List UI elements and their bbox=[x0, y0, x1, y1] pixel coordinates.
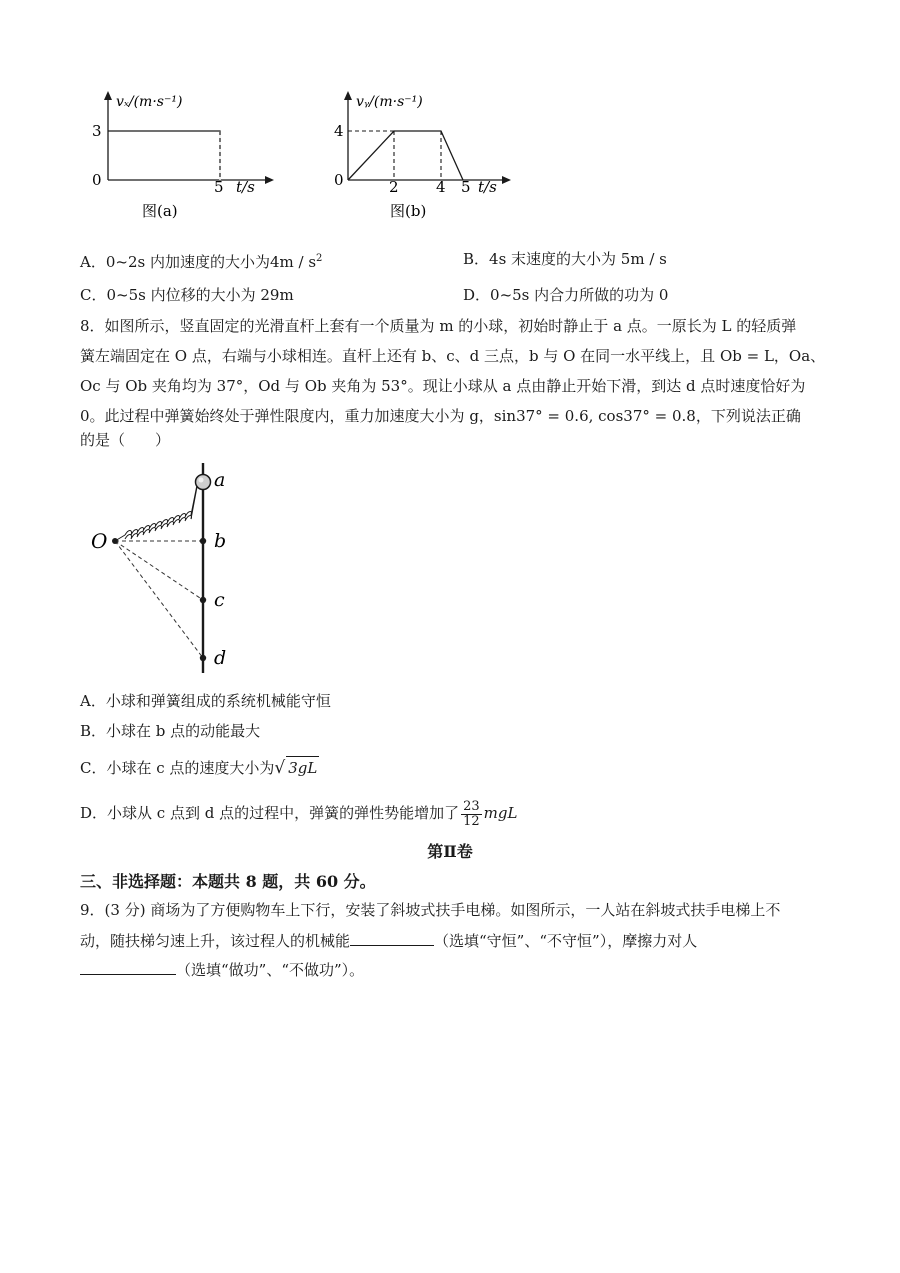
graph-b-x-tick-5: 5 bbox=[461, 178, 471, 196]
q9-line-3: （选填“做功”、“不做功”）。 bbox=[80, 958, 364, 980]
q8-line-1: 8．如图所示，竖直固定的光滑直杆上套有一个质量为 m 的小球，初始时静止于 a 点。一原长为 L 的轻质弹 bbox=[80, 317, 797, 335]
q8-line-4: 0。此过程中弹簧始终处于弹性限度内，重力加速度大小为 g，sin37° = 0.6, cos37° = 0.8，下列说法正确 bbox=[80, 407, 801, 425]
graph-a bbox=[90, 88, 280, 228]
graph-b-caption: 图(b) bbox=[390, 202, 427, 220]
fig8-spring-diagram bbox=[85, 455, 255, 680]
section-heading: 三、非选择题：本题共 8 题，共 60 分。 bbox=[80, 872, 376, 891]
q8-option-c[interactable]: C．小球在 c 点的速度大小为√ 3gL bbox=[80, 758, 318, 778]
graph-b-x-tick-4: 4 bbox=[436, 178, 446, 196]
fig8-label-c: c bbox=[214, 589, 225, 611]
q8-line-3: Oc 与 Ob 夹角均为 37°，Od 与 Ob 夹角为 53°。现让小球从 a 点由静止开始下滑，到达 d 点时速度恰好为 bbox=[80, 377, 806, 395]
fraction-23-12: $\frac{23}{12}$ bbox=[463, 798, 480, 829]
q9-line-2: 动，随扶梯匀速上升，该过程人的机械能 （选填“守恒”、“不守恒”），摩擦力对人 bbox=[80, 929, 697, 951]
graph-b-y-tick: 4 bbox=[334, 122, 344, 140]
graph-b-origin: 0 bbox=[334, 171, 344, 189]
fig8-label-o: O bbox=[91, 529, 108, 553]
q8-option-d[interactable]: D．小球从 c 点到 d 点的过程中，弹簧的弹性势能增加了 $\frac{23}{12}$ mgL bbox=[80, 798, 518, 829]
q7-option-a[interactable]: A．0~2s 内加速度的大小为$4m / s^2$ bbox=[80, 253, 323, 271]
q9-blank-2[interactable] bbox=[80, 958, 176, 975]
q9-blank-1[interactable] bbox=[350, 929, 434, 946]
q8-option-b[interactable]: B．小球在 b 点的动能最大 bbox=[80, 722, 261, 740]
graph-b-ylabel: vᵧ/(m·s⁻¹) bbox=[356, 94, 423, 110]
graph-a-origin: 0 bbox=[92, 171, 102, 189]
q7-option-d[interactable]: D．0~5s 内合力所做的功为 0 bbox=[463, 286, 669, 304]
graph-b-x-tick-2: 2 bbox=[389, 178, 399, 196]
graph-b-xlabel: t/s bbox=[478, 178, 497, 196]
q9-line-1: 9．(3 分) 商场为了方便购物车上下行，安装了斜坡式扶手电梯。如图所示，一人站在斜坡式扶手电梯上不 bbox=[80, 901, 781, 919]
graph-a-ylabel: vₓ/(m·s⁻¹) bbox=[116, 94, 183, 110]
q7-option-c[interactable]: C．0~5s 内位移的大小为 29m bbox=[80, 286, 294, 304]
graph-a-xlabel: t/s bbox=[236, 178, 255, 196]
graph-a-y-tick: 3 bbox=[92, 122, 102, 140]
q7-option-b[interactable]: B．4s 末速度的大小为 5m / s bbox=[463, 250, 667, 268]
q8-option-a[interactable]: A．小球和弹簧组成的系统机械能守恒 bbox=[80, 692, 331, 710]
fig8-label-d: d bbox=[214, 647, 227, 669]
fig8-label-a: a bbox=[214, 469, 226, 491]
volume-title: 第Ⅱ卷 bbox=[427, 842, 473, 861]
q8-line-2: 簧左端固定在 O 点，右端与小球相连。直杆上还有 b、c、d 三点，b 与 O 在同一水平线上，且 Ob = L，Oa、 bbox=[80, 347, 826, 365]
q8-line-5: 的是（ ） bbox=[80, 431, 171, 449]
graph-a-x-tick: 5 bbox=[214, 178, 224, 196]
fig8-label-b: b bbox=[214, 530, 227, 552]
graph-b bbox=[330, 88, 520, 228]
graph-a-caption: 图(a) bbox=[142, 202, 178, 220]
